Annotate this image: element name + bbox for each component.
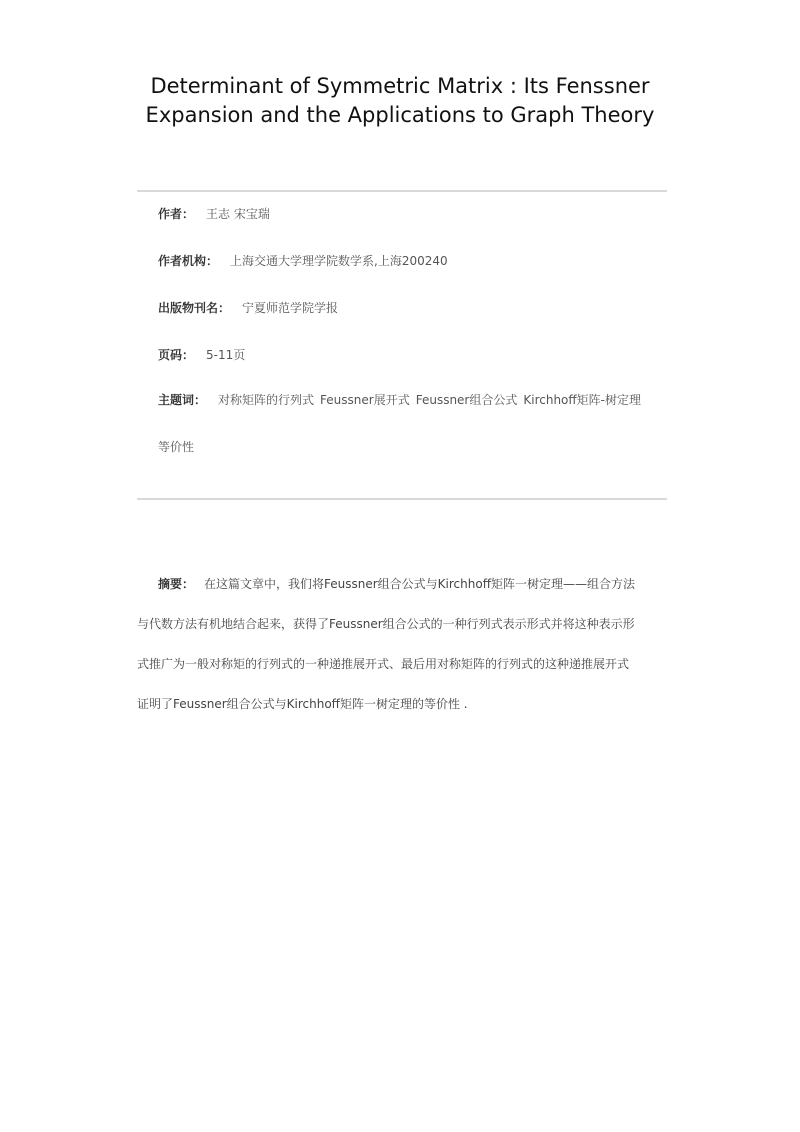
abstract-section [137, 564, 667, 724]
keywords-label: 主题词： [158, 393, 207, 407]
publication-label: 出版物刊名： [158, 301, 231, 315]
abstract-line [137, 564, 667, 604]
top-divider [137, 190, 667, 192]
keyword: 等价性 [158, 440, 195, 454]
pages-value: 5-11页 [206, 348, 246, 362]
pages-row [158, 347, 658, 363]
abstract-label: 摘要： [158, 577, 195, 591]
authors-label: 作者： [158, 207, 195, 221]
keyword: 对称矩阵的行列式 [218, 393, 315, 407]
keywords-row-continued [158, 439, 658, 455]
institution-row [158, 253, 658, 269]
publication-row [158, 300, 658, 316]
institution-label: 作者机构： [158, 254, 219, 268]
abstract-line: 证明了Feussner组合公式与Kirchhoff矩阵一树定理的等价性 . [137, 697, 468, 711]
title-line-2: Expansion and the Applications to Graph Theory [145, 103, 655, 127]
keyword: Feussner展开式 [320, 393, 410, 407]
pages-label: 页码： [158, 348, 195, 362]
keyword: Kirchhoff矩阵-树定理 [523, 393, 641, 407]
bottom-divider [137, 498, 667, 500]
abstract-line: 与代数方法有机地结合起来，获得了Feussner组合公式的一种行列式表示形式并将这种表示形 [137, 617, 635, 631]
publication-value: 宁夏师范学院学报 [242, 301, 339, 315]
authors-value: 王志 宋宝瑞 [206, 207, 270, 221]
document-title [100, 72, 700, 130]
keywords-row [158, 392, 658, 408]
keyword: Feussner组合公式 [415, 393, 518, 407]
institution-value: 上海交通大学理学院数学系,上海200240 [230, 254, 448, 268]
title-line-1: Determinant of Symmetric Matrix : Its Fenssner [150, 74, 650, 98]
abstract-text: 在这篇文章中，我们将Feussner组合公式与Kirchhoff矩阵一树定理——组合方法 [204, 577, 635, 591]
abstract-line: 式推广为一般对称矩的行列式的一种递推展开式、最后用对称矩阵的行列式的这种递推展开式 [137, 657, 630, 671]
authors-row [158, 206, 658, 222]
